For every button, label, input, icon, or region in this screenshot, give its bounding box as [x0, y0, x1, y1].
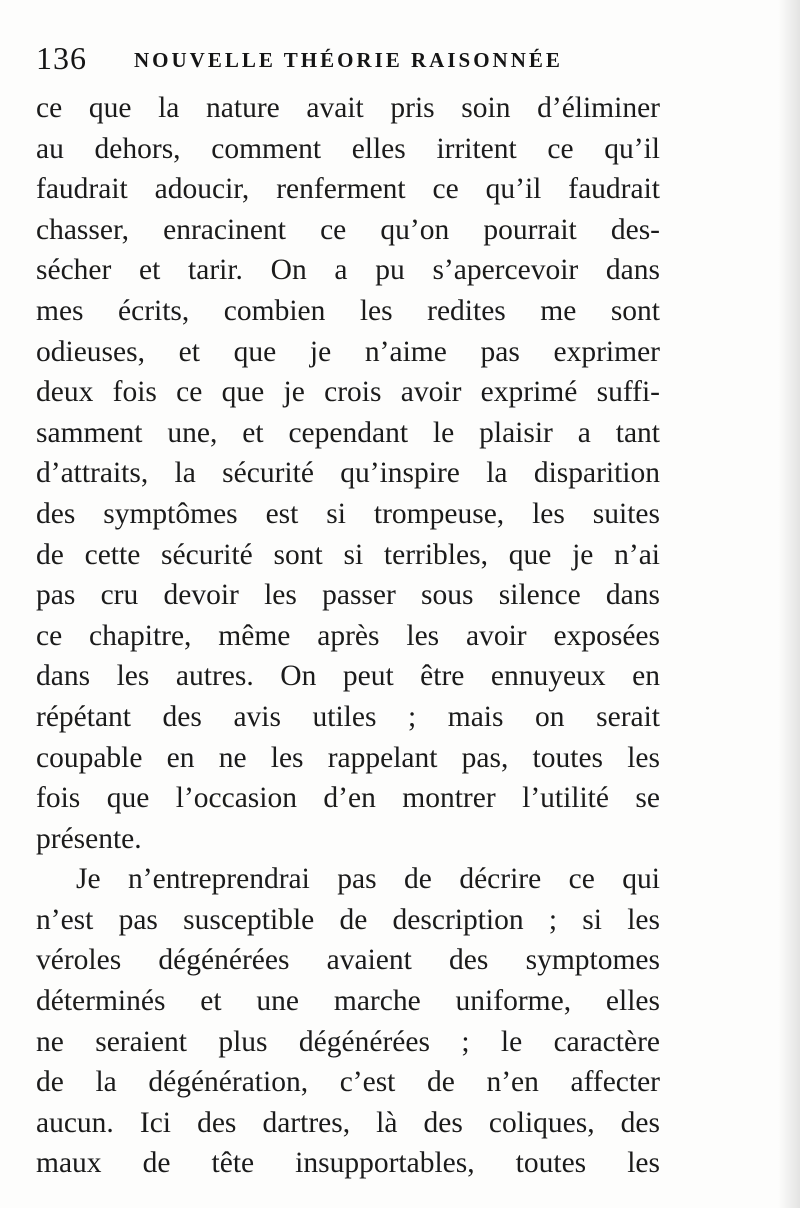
paragraph	[36, 88, 660, 859]
text-line: pas cru devoir les passer sous silence dans	[36, 579, 660, 612]
text-line: mes écrits, combien les redites me sont	[36, 294, 660, 327]
text-line: chasser, enracinent ce qu’on pourrait des-	[36, 213, 660, 246]
text-line: coupable en ne les rappelant pas, toutes les	[36, 741, 660, 774]
text-line: deux fois ce que je crois avoir exprimé suffi-	[36, 376, 660, 409]
text-line: ce chapitre, même après les avoir exposées	[36, 619, 660, 652]
text-line: faudrait adoucir, renferment ce qu’il faudrait	[36, 173, 660, 206]
body-text	[36, 88, 660, 1184]
page-header	[36, 40, 736, 80]
text-line: véroles dégénérées avaient des symptomes	[36, 944, 660, 977]
text-line: samment une, et cependant le plaisir a tant	[36, 416, 660, 449]
text-line: odieuses, et que je n’aime pas exprimer	[36, 335, 660, 368]
text-line: maux de tête insupportables, toutes les	[36, 1147, 660, 1180]
page-edge-shadow	[778, 0, 800, 1208]
text-line: dans les autres. On peut être ennuyeux en	[36, 660, 660, 693]
text-line: n’est pas susceptible de description ; si les	[36, 903, 660, 936]
text-line: de la dégénération, c’est de n’en affecter	[36, 1066, 660, 1099]
text-line: au dehors, comment elles irritent ce qu’il	[36, 132, 660, 165]
text-line: Je n’entreprendrai pas de décrire ce qui	[76, 863, 660, 896]
text-line: sécher et tarir. On a pu s’apercevoir dans	[36, 254, 660, 287]
text-line: ne seraient plus dégénérées ; le caractère	[36, 1025, 660, 1058]
paragraph	[36, 859, 660, 1184]
running-head: NOUVELLE THÉORIE RAISONNÉE	[134, 48, 563, 72]
page-number: 136	[36, 40, 87, 76]
text-line: d’attraits, la sécurité qu’inspire la disparition	[36, 457, 660, 490]
text-line: déterminés et une marche uniforme, elles	[36, 985, 660, 1018]
text-line: répétant des avis utiles ; mais on serait	[36, 700, 660, 733]
text-line: présente.	[36, 822, 142, 855]
text-line: aucun. Ici des dartres, là des coliques, des	[36, 1106, 660, 1139]
text-line: ce que la nature avait pris soin d’éliminer	[36, 92, 660, 124]
text-line: des symptômes est si trompeuse, les suites	[36, 497, 660, 530]
text-line: de cette sécurité sont si terribles, que je n’ai	[36, 538, 660, 571]
text-line: fois que l’occasion d’en montrer l’utilité se	[36, 782, 660, 815]
